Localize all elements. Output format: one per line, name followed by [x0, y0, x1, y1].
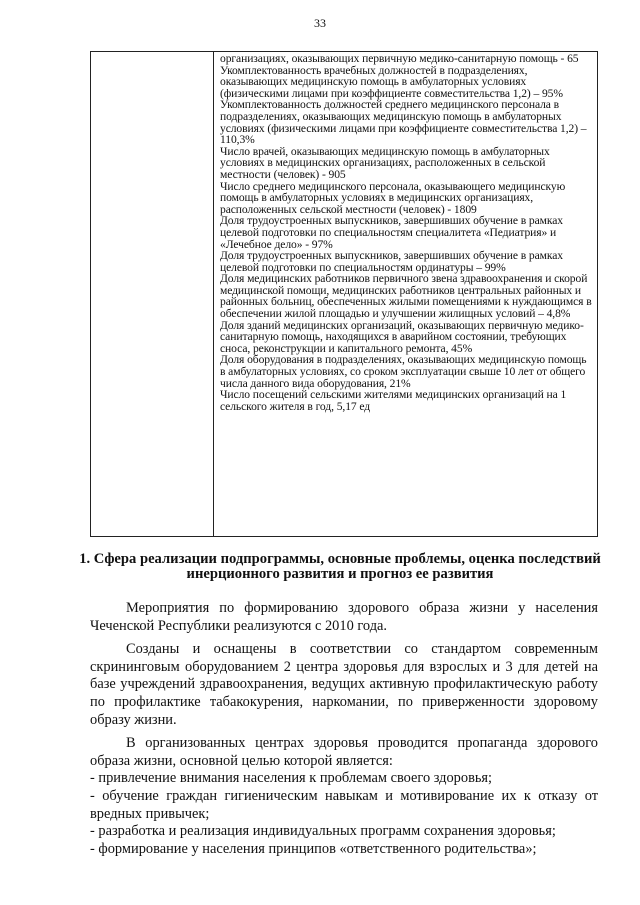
- bullet-item: - обучение граждан гигиеническим навыкам и мотивирование их к отказу от вредных привычек;: [90, 787, 598, 822]
- bullet-item: - привлечение внимания населения к проблемам своего здоровья;: [90, 770, 493, 787]
- table-line: Укомплектованность должностей среднего медицинского персонала в подразделениях, оказывающих медицинскую помощь в амбулаторных условиях (физическими лицами при коэффициенте совместительства 1,2) – 110,3%: [220, 98, 587, 147]
- table-line: организациях, оказывающих первичную медико-санитарную помощь - 65: [220, 52, 579, 65]
- bullet-item: - формирование у населения принципов «ответственного родительства»;: [90, 840, 537, 857]
- section-body: [90, 600, 598, 858]
- table-right-cell: [214, 52, 597, 536]
- paragraph: Мероприятия по формированию здорового образа жизни у населения Чеченской Республики реализуются с 2010 года.: [90, 600, 598, 634]
- paragraph: В организованных центрах здоровья проводится пропаганда здорового образа жизни, основной целью которой является:: [90, 735, 598, 769]
- table-line: Доля трудоустроенных выпускников, завершивших обучение в рамках целевой подготовки по специальностям ординатуры – 99%: [220, 249, 563, 274]
- table-line: Укомплектованность врачебных должностей в подразделениях, оказывающих медицинскую помощь в амбулаторных условиях (физическими лицами при коэффициенте совместительства 1,2) – 95%: [220, 63, 563, 100]
- table-line: Доля оборудования в подразделениях, оказывающих медицинскую помощь в амбулаторных условиях, со сроком эксплуатации свыше 10 лет от общего числа данного вида оборудования, 21%: [220, 353, 587, 390]
- table-line: Доля медицинских работников первичного звена здравоохранения и скорой медицинской помощи, медицинских работников центральных районных и районных больниц, обеспеченных жилыми помещениями к нуждающимся в обеспечении жилой площадью и улучшении жилищных условий – 4,8%: [220, 272, 592, 321]
- section-heading: 1. Сфера реализации подпрограммы, основные проблемы, оценка последствий инерционного развития и прогноз ее развития: [79, 551, 601, 582]
- indicators-table: [90, 51, 598, 537]
- page-number: 33: [314, 16, 326, 30]
- table-left-cell: [91, 52, 214, 536]
- table-line: Число посещений сельскими жителями медицинских организаций на 1 сельского жителя в год, 5,17 ед: [220, 388, 567, 413]
- bullet-item: - разработка и реализация индивидуальных программ сохранения здоровья;: [90, 823, 556, 840]
- table-line: Доля зданий медицинских организаций, оказывающих первичную медико-санитарную помощь, находящихся в аварийном состоянии, требующих сноса, реконструкции и капитального ремонта, 45%: [220, 318, 584, 355]
- paragraph: Созданы и оснащены в соответствии со стандартом современным скрининговым оборудованием 2 центра здоровья для взрослых и 3 для детей на базе учреждений здравоохранения, ведущих активную профилактическую работу по профилактике табакокурения, наркомании, по приверженности здоровому образу жизни.: [90, 641, 598, 728]
- table-line: Число врачей, оказывающих медицинскую помощь в амбулаторных условиях в медицинских организациях, расположенных в сельской местности (человек) - 905: [220, 144, 550, 181]
- table-line: Число среднего медицинского персонала, оказывающего медицинскую помощь в амбулаторных условиях в медицинских организациях, расположенных сельской местности (человек) - 1809: [220, 179, 566, 216]
- table-line: Доля трудоустроенных выпускников, завершивших обучение в рамках целевой подготовки по специальностям специалитета «Педиатрия» и «Лечебное дело» - 97%: [220, 214, 563, 251]
